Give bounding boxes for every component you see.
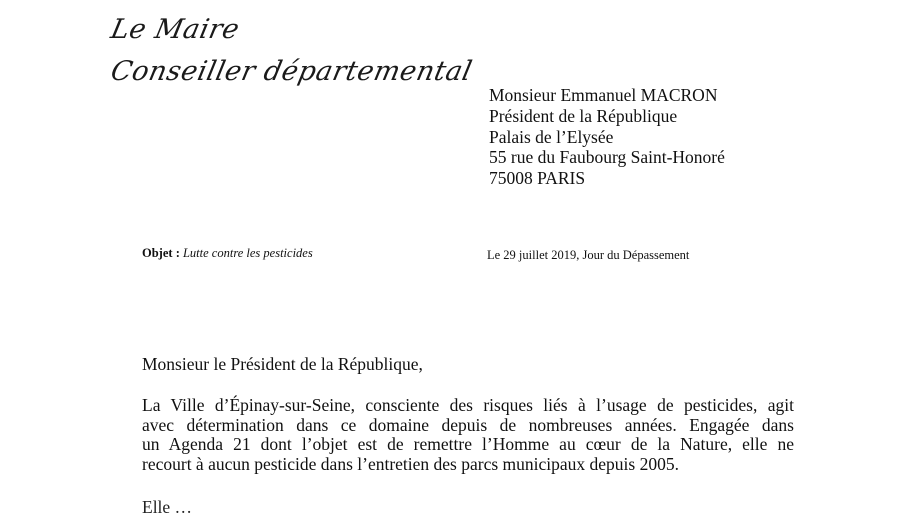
recipient-line: Monsieur Emmanuel MACRON	[489, 85, 718, 105]
paragraph-line: un Agenda 21 dont l’objet est de remettre l’Homme au cœur de la Nature, elle ne	[142, 434, 794, 455]
subject-text: Lutte contre les pesticides	[182, 246, 313, 260]
recipient-line: Palais de l’Elysée	[489, 126, 614, 147]
cut-off-line: Elle …	[142, 497, 193, 517]
paragraph-line: La Ville d’Épinay-sur-Seine, consciente des risques liés à l’usage de pesticides, agit	[142, 395, 794, 415]
recipient-line: Président de la République	[489, 105, 678, 126]
paragraph-line: avec détermination dans ce domaine depuis de nombreuses années. Engagée dans	[142, 414, 794, 435]
sender-title: Le Maire	[108, 14, 243, 45]
letter-date: Le 29 juillet 2019, Jour du Dépassement	[487, 248, 690, 262]
sender-subtitle: Conseiller départemental	[108, 56, 476, 87]
subject-label: Objet	[142, 246, 173, 260]
salutation: Monsieur le Président de la République,	[142, 354, 423, 374]
subject-colon: :	[172, 246, 183, 260]
subject-line	[142, 246, 313, 261]
body-paragraph	[142, 396, 794, 474]
recipient-line: 55 rue du Faubourg Saint-Honoré	[489, 147, 725, 168]
recipient-address	[489, 85, 725, 189]
recipient-line: 75008 PARIS	[489, 168, 586, 189]
paragraph-line: recourt à aucun pesticide dans l’entretien des parcs municipaux depuis 2005.	[142, 453, 679, 474]
